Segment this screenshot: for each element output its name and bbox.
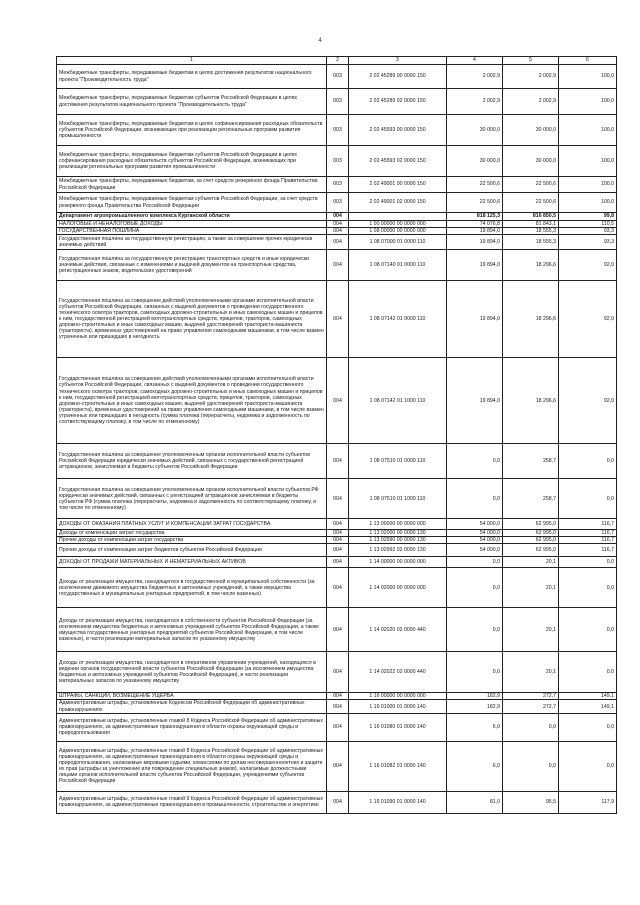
row-percent: 99,8 [559, 213, 617, 221]
row-actual-amount: 20,1 [503, 652, 559, 693]
row-admin-code: 003 [327, 177, 349, 193]
row-admin-code: 004 [327, 741, 349, 791]
row-description: Административные штрафы, установленные главой 9 Кодекса Российской Федерации об административных правонарушениях, за административные правонарушения в промышленности, строительстве и энергетике [57, 791, 327, 813]
row-percent: 149,1 [559, 693, 617, 700]
table-row [57, 146, 617, 177]
table-row [57, 235, 617, 250]
row-admin-code: 003 [327, 89, 349, 115]
row-budget-code: 1 16 00000 00 0000 000 [349, 693, 447, 700]
row-budget-code: 1 08 00000 00 0000 000 [349, 228, 447, 235]
row-description: Межбюджетные трансферты, передаваемые бюджетам субъектов Российской Федерации в целях софинансирования расходных обязательств субъектов Российской Федерации, возникающих при реализации региональных программ развития промышленности [57, 146, 327, 177]
row-admin-code: 004 [327, 281, 349, 358]
row-admin-code: 004 [327, 652, 349, 693]
row-admin-code: 004 [327, 444, 349, 479]
table-row [57, 65, 617, 89]
row-admin-code: 004 [327, 479, 349, 519]
row-budget-code: 1 16 01082 01 0000 140 [349, 741, 447, 791]
table-row [57, 519, 617, 530]
row-planned-amount: 81,0 [447, 791, 503, 813]
row-actual-amount: 0,0 [503, 741, 559, 791]
row-actual-amount: 95,5 [503, 791, 559, 813]
table-row [57, 608, 617, 652]
row-budget-code: 1 08 07142 01 0000 110 [349, 281, 447, 358]
column-header: 3 [349, 57, 447, 65]
row-percent: 0,0 [559, 557, 617, 568]
row-percent: 92,0 [559, 250, 617, 281]
row-planned-amount: 0,0 [447, 608, 503, 652]
row-budget-code: 1 13 00000 00 0000 000 [349, 519, 447, 530]
row-planned-amount: 2 002,9 [447, 89, 503, 115]
row-budget-code: 1 13 02990 00 0000 130 [349, 537, 447, 544]
row-admin-code: 004 [327, 358, 349, 444]
row-actual-amount: 62 995,0 [503, 544, 559, 557]
row-percent: 93,3 [559, 228, 617, 235]
row-description: Прочие доходы от компенсации затрат государства [57, 537, 327, 544]
table-row [57, 537, 617, 544]
row-percent: 100,0 [559, 146, 617, 177]
column-header: 6 [559, 57, 617, 65]
row-budget-code [349, 213, 447, 221]
row-actual-amount: 18 296,6 [503, 250, 559, 281]
row-percent: 0,0 [559, 713, 617, 741]
row-admin-code: 004 [327, 791, 349, 813]
row-description: Государственная пошлина за совершение действий уполномоченными органами исполнительной власти субъектов Российской Федерации, связанных с выдачей документов о проведении государственного технического осмотра тракторов, самоходных дорожно-строительных и иных самоходных машин и прицепов к ним, государственной регистрацией мототранспортных средств, прицепов, тракторов, самоходных дорожно-строительных и иных самоходных машин, выдачей удостоверений тракториста-машиниста (тракториста), временных удостоверений на право управления самоходными машинами, в том числе взамен утраченных или пришедших в негодность [57, 281, 327, 358]
row-planned-amount: 30 000,0 [447, 115, 503, 146]
row-budget-code: 1 14 02020 02 0000 440 [349, 608, 447, 652]
row-budget-code: 2 02 49001 00 0000 150 [349, 177, 447, 193]
row-description: Доходы от реализации имущества, находящегося в оперативном управлении учреждений, находящихся в ведении органов государственной власти субъектов Российской Федерации (за исключением имущества бюджетных и автономных учреждений субъектов Российской Федерации), в части реализации материальных запасов по указанному имуществу [57, 652, 327, 693]
row-percent: 92,0 [559, 281, 617, 358]
row-admin-code: 004 [327, 221, 349, 228]
row-budget-code: 1 08 07140 01 0000 110 [349, 250, 447, 281]
row-admin-code: 004 [327, 544, 349, 557]
row-description: Государственная пошлина за государственную регистрацию транспортных средств и иные юридически значимые действия, связанные с изменениями и выдачей документов на транспортные средства, регистрационных знаков, водительских удостоверений [57, 250, 327, 281]
row-percent: 92,0 [559, 358, 617, 444]
row-percent: 110,5 [559, 221, 617, 228]
row-actual-amount: 18 296,6 [503, 358, 559, 444]
row-description: НАЛОГОВЫЕ И НЕНАЛОГОВЫЕ ДОХОДЫ [57, 221, 327, 228]
table-row [57, 281, 617, 358]
row-percent: 100,0 [559, 193, 617, 213]
row-planned-amount: 19 894,0 [447, 235, 503, 250]
table-row [57, 193, 617, 213]
row-budget-code: 2 02 45289 02 0000 150 [349, 89, 447, 115]
row-admin-code: 004 [327, 519, 349, 530]
row-planned-amount: 818 125,3 [447, 213, 503, 221]
row-admin-code: 004 [327, 228, 349, 235]
row-admin-code: 004 [327, 250, 349, 281]
table-row [57, 557, 617, 568]
row-planned-amount: 22 500,6 [447, 177, 503, 193]
row-budget-code: 1 08 07000 01 0000 110 [349, 235, 447, 250]
row-percent: 116,7 [559, 537, 617, 544]
table-row [57, 791, 617, 813]
row-budget-code: 1 08 07510 01 0000 110 [349, 444, 447, 479]
row-description: Межбюджетные трансферты, передаваемые бюджетам субъектов Российской Федерации в целях достижения результатов национального проекта "Производительность труда" [57, 89, 327, 115]
row-percent: 116,7 [559, 544, 617, 557]
row-planned-amount: 182,9 [447, 693, 503, 700]
row-planned-amount: 54 000,0 [447, 530, 503, 537]
row-actual-amount: 816 850,5 [503, 213, 559, 221]
table-row [57, 530, 617, 537]
table-row [57, 213, 617, 221]
row-planned-amount: 0,0 [447, 479, 503, 519]
row-budget-code: 1 13 02000 00 0000 130 [349, 530, 447, 537]
table-row [57, 652, 617, 693]
row-planned-amount: 19 894,0 [447, 358, 503, 444]
row-description: Доходы от реализации имущества, находящегося в собственности субъектов Российской Федерации (за исключением имущества бюджетных и автономных учреждений субъектов Российской Федерации, а также имущества государственных унитарных предприятий субъектов Российской Федерации, в том числе казенных), в части реализации материальных запасов по указанному имуществу [57, 608, 327, 652]
row-admin-code: 004 [327, 557, 349, 568]
row-description: Межбюджетные трансферты, передаваемые бюджетам, за счет средств резервного фонда Правительства Российской Федерации [57, 177, 327, 193]
table-body [57, 65, 617, 814]
row-actual-amount: 62 995,0 [503, 519, 559, 530]
row-admin-code: 003 [327, 65, 349, 89]
row-planned-amount: 54 000,0 [447, 519, 503, 530]
row-admin-code: 003 [327, 115, 349, 146]
row-admin-code: 004 [327, 537, 349, 544]
row-admin-code: 004 [327, 713, 349, 741]
row-actual-amount: 272,7 [503, 700, 559, 713]
row-percent: 0,0 [559, 479, 617, 519]
row-percent: 0,0 [559, 608, 617, 652]
row-planned-amount: 6,0 [447, 741, 503, 791]
row-planned-amount: 19 894,0 [447, 250, 503, 281]
row-percent: 116,7 [559, 530, 617, 537]
row-admin-code: 004 [327, 530, 349, 537]
row-budget-code: 1 14 00000 00 0000 000 [349, 557, 447, 568]
row-percent: 100,0 [559, 65, 617, 89]
table-row [57, 713, 617, 741]
row-description: Административные штрафы, установленные главой 8 Кодекса Российской Федерации об административных правонарушениях, за административные правонарушения в области охраны окружающей среды и природопользования [57, 713, 327, 741]
row-description: ДОХОДЫ ОТ ПРОДАЖИ МАТЕРИАЛЬНЫХ И НЕМАТЕРИАЛЬНЫХ АКТИВОВ [57, 557, 327, 568]
column-header-row [57, 57, 617, 65]
row-percent: 100,0 [559, 177, 617, 193]
table-row [57, 358, 617, 444]
table-row [57, 700, 617, 713]
table-row [57, 115, 617, 146]
row-budget-code: 2 02 45289 00 0000 150 [349, 65, 447, 89]
row-description: Межбюджетные трансферты, передаваемые бюджетам в целях достижения результатов национального проекта "Производительность труда" [57, 65, 327, 89]
row-actual-amount: 18 555,3 [503, 235, 559, 250]
row-actual-amount: 81 843,1 [503, 221, 559, 228]
row-admin-code: 004 [327, 568, 349, 608]
row-actual-amount: 30 000,0 [503, 115, 559, 146]
row-description: Доходы от компенсации затрат государства [57, 530, 327, 537]
table-row [57, 221, 617, 228]
row-description: ДОХОДЫ ОТ ОКАЗАНИЯ ПЛАТНЫХ УСЛУГ И КОМПЕНСАЦИИ ЗАТРАТ ГОСУДАРСТВА [57, 519, 327, 530]
table-row [57, 544, 617, 557]
row-admin-code: 003 [327, 146, 349, 177]
table-row [57, 568, 617, 608]
column-header: 1 [57, 57, 327, 65]
row-budget-code: 1 00 00000 00 0000 000 [349, 221, 447, 228]
row-actual-amount: 20,1 [503, 608, 559, 652]
table-row [57, 250, 617, 281]
row-budget-code: 1 14 02022 02 0000 440 [349, 652, 447, 693]
row-actual-amount: 20,1 [503, 557, 559, 568]
row-percent: 93,3 [559, 235, 617, 250]
row-planned-amount: 6,0 [447, 713, 503, 741]
row-budget-code: 1 16 01000 01 0000 140 [349, 700, 447, 713]
row-actual-amount: 18 296,6 [503, 281, 559, 358]
row-actual-amount: 62 995,0 [503, 530, 559, 537]
row-percent: 100,0 [559, 115, 617, 146]
row-budget-code: 1 14 02000 00 0000 000 [349, 568, 447, 608]
row-planned-amount: 54 000,0 [447, 537, 503, 544]
row-admin-code: 004 [327, 693, 349, 700]
row-actual-amount: 258,7 [503, 444, 559, 479]
table-row [57, 741, 617, 791]
row-planned-amount: 19 894,0 [447, 281, 503, 358]
row-description: Административные штрафы, установленные Кодексом Российской Федерации об административных правонарушениях [57, 700, 327, 713]
row-budget-code: 1 16 01080 01 0000 140 [349, 713, 447, 741]
row-description: Доходы от реализации имущества, находящегося в государственной и муниципальной собственности (за исключением движимого имущества бюджетных и автономных учреждений, а также имущества государственных и муниципальных унитарных предприятий, в том числе казенных) [57, 568, 327, 608]
row-budget-code: 1 13 02992 02 0000 130 [349, 544, 447, 557]
row-budget-code: 2 02 45593 02 0000 150 [349, 146, 447, 177]
column-header: 2 [327, 57, 349, 65]
row-planned-amount: 0,0 [447, 568, 503, 608]
row-actual-amount: 272,7 [503, 693, 559, 700]
column-header: 5 [503, 57, 559, 65]
row-actual-amount: 2 002,9 [503, 89, 559, 115]
row-admin-code: 004 [327, 235, 349, 250]
row-description: Межбюджетные трансферты, передаваемые бюджетам субъектов Российской Федерации, за счет средств резервного фонда Правительства Российской Федерации [57, 193, 327, 213]
row-description: Государственная пошлина за совершение действий уполномоченными органами исполнительной власти субъектов Российской Федерации, связанных с выдачей документов о проведении государственного технического осмотра тракторов, самоходных дорожно-строительных и иных самоходных машин и прицепов к ним, государственной регистрацией мототранспортных средств, прицепов, тракторов, самоходных дорожно-строительных и иных самоходных машин, выдачей удостоверений тракториста-машиниста (тракториста), временных удостоверений на право управления самоходными машинами, в том числе взамен утраченных или пришедших в негодность (сумма платежа (перерасчеты, недоимка и задолженность по соответствующему платежу, в том числе по отмененному) [57, 358, 327, 444]
page-number: 4 [318, 38, 322, 44]
row-planned-amount: 0,0 [447, 444, 503, 479]
row-percent: 149,1 [559, 700, 617, 713]
table-row [57, 228, 617, 235]
row-planned-amount: 30 000,0 [447, 146, 503, 177]
row-admin-code: 003 [327, 193, 349, 213]
row-admin-code: 004 [327, 700, 349, 713]
row-description: Административные штрафы, установленные главой 8 Кодекса Российской Федерации об административных правонарушениях, за административные правонарушения в области охраны окружающей среды и природопользования, налагаемые мировыми судьями, комиссиями по делам несовершеннолетних и защите их прав (штрафы за уничтожение или повреждение специальных знаков), налагаемые должностными лицами органов исполнительной власти субъектов Российской Федерации, учреждениями субъектов Российской Федерации [57, 741, 327, 791]
row-percent: 100,0 [559, 89, 617, 115]
row-budget-code: 1 08 07142 01 1000 110 [349, 358, 447, 444]
row-actual-amount: 22 500,6 [503, 193, 559, 213]
table-row [57, 89, 617, 115]
row-percent: 0,0 [559, 741, 617, 791]
row-description: Государственная пошлина за государственную регистрацию, а также за совершение прочих юридически значимых действий [57, 235, 327, 250]
column-header: 4 [447, 57, 503, 65]
row-description: ШТРАФЫ, САНКЦИИ, ВОЗМЕЩЕНИЕ УЩЕРБА [57, 693, 327, 700]
row-planned-amount: 19 894,0 [447, 228, 503, 235]
row-actual-amount: 20,1 [503, 568, 559, 608]
row-planned-amount: 182,9 [447, 700, 503, 713]
row-description: ГОСУДАРСТВЕННАЯ ПОШЛИНА [57, 228, 327, 235]
budget-table [56, 56, 617, 814]
row-actual-amount: 62 995,0 [503, 537, 559, 544]
row-actual-amount: 258,7 [503, 479, 559, 519]
row-description: Департамент агропромышленного комплекса Курганской области [57, 213, 327, 221]
row-percent: 117,9 [559, 791, 617, 813]
row-description: Прочие доходы от компенсации затрат бюджетов субъектов Российской Федерации [57, 544, 327, 557]
row-actual-amount: 0,0 [503, 713, 559, 741]
table-row [57, 444, 617, 479]
row-budget-code: 1 16 01090 01 0000 140 [349, 791, 447, 813]
row-percent: 0,0 [559, 652, 617, 693]
row-planned-amount: 74 076,8 [447, 221, 503, 228]
table-row [57, 177, 617, 193]
row-actual-amount: 22 500,6 [503, 177, 559, 193]
row-description: Государственная пошлина за совершение уполномоченным органом исполнительной власти субъектов РФ юридически значимых действий, связанных с регистрацией аттракционов зачисляемая в бюджеты субъектов РФ (сумма платежа (перерасчеты, недоимка и задолженность по соответствующему платежу, в том числе по отмененному) [57, 479, 327, 519]
table-row [57, 693, 617, 700]
row-planned-amount: 0,0 [447, 652, 503, 693]
row-percent: 0,0 [559, 444, 617, 479]
row-budget-code: 2 02 49001 02 0000 150 [349, 193, 447, 213]
row-description: Государственная пошлина за совершение уполномоченным органом исполнительной власти субъектов Российской Федерации юридически значимых действий, связанных с государственной регистрацией аттракционов, зачисляемая в бюджеты субъектов Российской Федерации [57, 444, 327, 479]
row-planned-amount: 54 000,0 [447, 544, 503, 557]
row-admin-code: 004 [327, 608, 349, 652]
row-percent: 116,7 [559, 519, 617, 530]
row-admin-code: 004 [327, 213, 349, 221]
row-description: Межбюджетные трансферты, передаваемые бюджетам в целях софинансирования расходных обязательств субъектов Российской Федерации, возникающих при реализации региональных программ развития промышленности [57, 115, 327, 146]
row-planned-amount: 22 500,6 [447, 193, 503, 213]
row-actual-amount: 2 002,9 [503, 65, 559, 89]
row-budget-code: 2 02 45593 00 0000 150 [349, 115, 447, 146]
row-planned-amount: 0,0 [447, 557, 503, 568]
row-actual-amount: 18 555,3 [503, 228, 559, 235]
row-budget-code: 1 08 07510 01 1000 110 [349, 479, 447, 519]
row-planned-amount: 2 002,9 [447, 65, 503, 89]
row-actual-amount: 30 000,0 [503, 146, 559, 177]
table-row [57, 479, 617, 519]
row-percent: 0,0 [559, 568, 617, 608]
